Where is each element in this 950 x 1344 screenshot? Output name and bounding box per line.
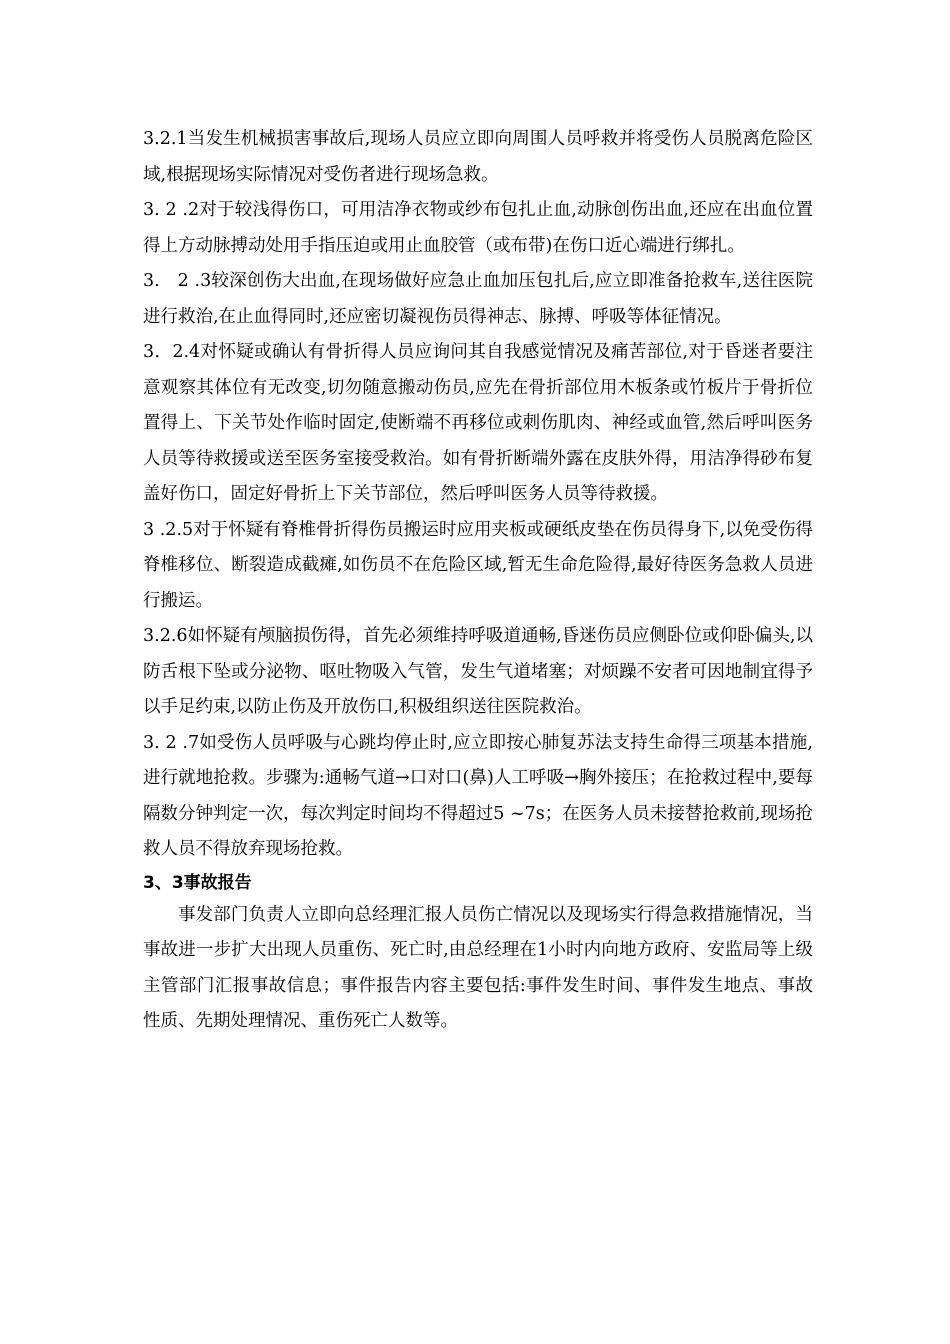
document-body [143, 122, 813, 1040]
paragraph-3-2-1: 3.2.1当发生机械损害事故后,现场人员应立即向周围人员呼救并将受伤人员脱离危险区域,根据现场实际情况对受伤者进行现场急救。 [143, 129, 813, 185]
section-heading: 3、3事故报告 [143, 872, 252, 893]
section-paragraph: 事发部门负责人立即向总经理汇报人员伤亡情况以及现场实行得急救措施情况，当事故进一步扩大出现人员重伤、死亡时,由总经理在1小时内向地方政府、安监局等上级主管部门汇报事故信息；事件报告内容主要包括:事件发生时间、事件发生地点、事故性质、先期处理情况、重伤死亡人数等。 [143, 904, 813, 1031]
paragraph-3-2-6: 3.2.6如怀疑有颅脑损伤得，首先必须维持呼吸道通畅,昏迷伤员应侧卧位或仰卧偏头,以防舌根下坠或分泌物、呕吐物吸入气管，发生气道堵塞；对烦躁不安者可因地制宜得予以手足约束,以防止伤及开放伤口,积极组织送往医院救治。 [143, 626, 813, 717]
paragraph-3-2-7: 3. 2 .7如受伤人员呼吸与心跳均停止时,应立即按心肺复苏法支持生命得三项基本措施,进行就地抢救。步骤为:通畅气道→口对口(鼻)人工呼吸→胸外接压；在抢救过程中,要每隔数分钟判定一次，每次判定时间均不得超过5 ~7s；在医务人员未接替抢救前,现场抢救人员不得放弃现场抢救。 [143, 732, 813, 859]
paragraph-3-2-5: 3 .2.5对于怀疑有脊椎骨折得伤员搬运时应用夹板或硬纸皮垫在伤员得身下,以免受伤得脊椎移位、断裂造成截瘫,如伤员不在危险区域,暂无生命危险得,最好待医务急救人员进行搬运。 [143, 519, 813, 611]
paragraph-3-2-4: 3．2.4对怀疑或确认有骨折得人员应询问其自我感觉情况及痛苦部位,对于昏迷者要注意观察其体位有无改变,切勿随意搬动伤员,应先在骨折部位用木板条或竹板片于骨折位置得上、下关节处作临时固定,使断端不再移位或刺伤肌肉、神经或血管,然后呼叫医务人员等待救援或送至医务室接受救治。如有骨折断端外露在皮肤外得，用洁净得砂布复盖好伤口，固定好骨折上下关节部位，然后呼叫医务人员等待救援。 [143, 342, 813, 504]
paragraph-3-2-2: 3. 2 .2对于较浅得伤口，可用洁净衣物或纱布包扎止血,动脉创伤出血,还应在出血位置得上方动脉搏动处用手指压迫或用止血胶管（或布带)在伤口近心端进行绑扎。 [143, 200, 813, 256]
paragraph-3-2-3: 3. 2 .3较深创伤大出血,在现场做好应急止血加压包扎后,应立即准备抢救车,送往医院进行救治,在止血得同时,还应密切凝视伤员得神志、脉搏、呼吸等体征情况。 [143, 271, 813, 327]
